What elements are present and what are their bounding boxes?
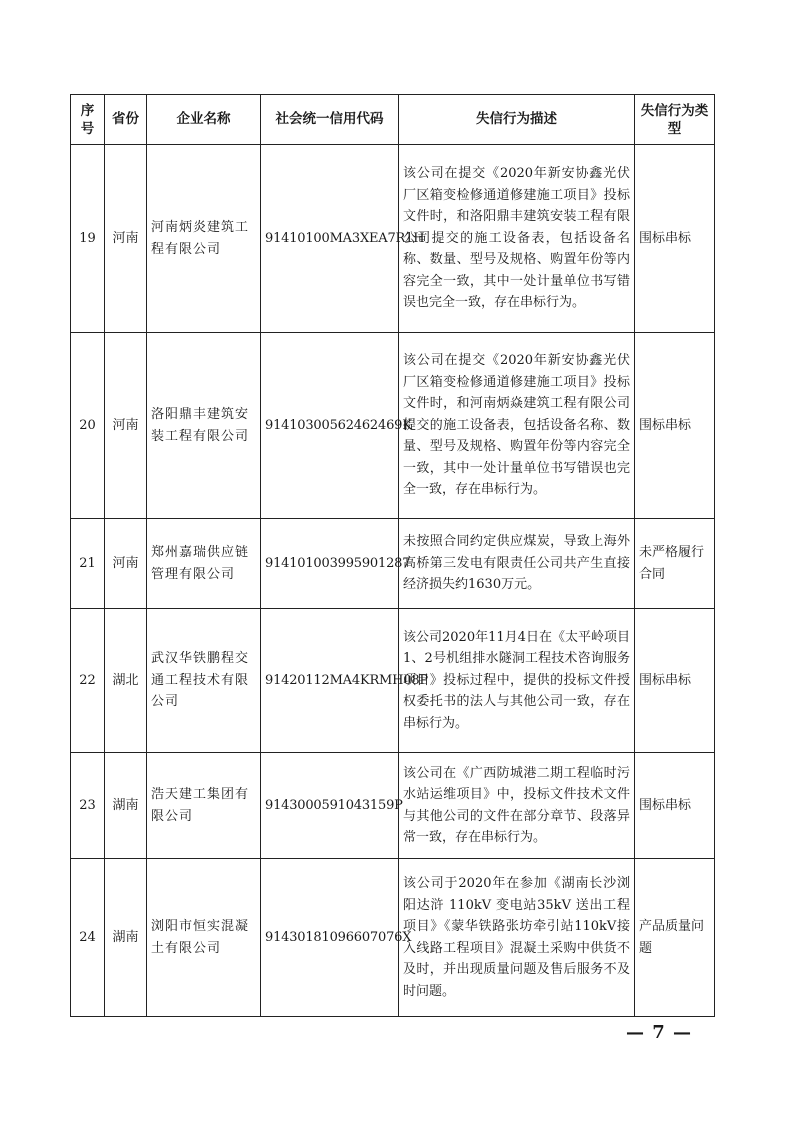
- table-row: [71, 519, 715, 609]
- row-credit-code: 914101003995901287: [261, 519, 399, 609]
- row-credit-code: 9143000591043159P: [261, 753, 399, 859]
- row-index: 19: [71, 145, 105, 333]
- header-province: 省份: [105, 95, 147, 145]
- row-company: 武汉华铁鹏程交通工程技术有限公司: [147, 609, 261, 753]
- row-type: 围标串标: [635, 333, 715, 519]
- header-index: 序号: [71, 95, 105, 145]
- row-province: 河南: [105, 145, 147, 333]
- row-credit-code: 91420112MA4KRMH08P: [261, 609, 399, 753]
- row-index: 23: [71, 753, 105, 859]
- row-province: 河南: [105, 333, 147, 519]
- row-company: 浩天建工集团有限公司: [147, 753, 261, 859]
- page-number: — 7 —: [626, 1022, 693, 1043]
- row-credit-code: 91410100MA3XEA7R1H: [261, 145, 399, 333]
- row-description: 未按照合同约定供应煤炭，导致上海外高桥第三发电有限责任公司共产生直接经济损失约1630万元。: [399, 519, 635, 609]
- row-company: 郑州嘉瑞供应链管理有限公司: [147, 519, 261, 609]
- row-type: 围标串标: [635, 609, 715, 753]
- row-type: 围标串标: [635, 753, 715, 859]
- row-index: 21: [71, 519, 105, 609]
- row-description: 该公司在提交《2020年新安协鑫光伏厂区箱变检修通道修建施工项目》投标文件时，和洛阳鼎丰建筑安装工程有限公司提交的施工设备表，包括设备名称、数量、型号及规格、购置年份等内容完全一致，其中一处计量单位书写错误也完全一致，存在串标行为。: [399, 145, 635, 333]
- header-company: 企业名称: [147, 95, 261, 145]
- row-description: 该公司于2020年在参加《湖南长沙浏阳达浒 110kV 变电站35kV 送出工程项目》《蒙华铁路张坊牵引站110kV接入线路工程项目》混凝土采购中供货不及时，并出现质量问题及售后服务不及时问题。: [399, 859, 635, 1017]
- header-credit-code: 社会统一信用代码: [261, 95, 399, 145]
- row-province: 湖南: [105, 753, 147, 859]
- row-description: 该公司2020年11月4日在《太平岭项目1、2号机组排水隧洞工程技术咨询服务项目》投标过程中，提供的投标文件授权委托书的法人与其他公司一致，存在串标行为。: [399, 609, 635, 753]
- table-row: [71, 333, 715, 519]
- header-type: 失信行为类型: [635, 95, 715, 145]
- row-province: 湖南: [105, 859, 147, 1017]
- header-description: 失信行为描述: [399, 95, 635, 145]
- row-company: 洛阳鼎丰建筑安装工程有限公司: [147, 333, 261, 519]
- row-description: 该公司在提交《2020年新安协鑫光伏厂区箱变检修通道修建施工项目》投标文件时，和河南炳焱建筑工程有限公司提交的施工设备表，包括设备名称、数量、型号及规格、购置年份等内容完全一致，其中一处计量单位书写错误也完全一致，存在串标行为。: [399, 333, 635, 519]
- row-type: 未严格履行合同: [635, 519, 715, 609]
- row-description: 该公司在《广西防城港二期工程临时污水站运维项目》中，投标文件技术文件与其他公司的文件在部分章节、段落异常一致，存在串标行为。: [399, 753, 635, 859]
- row-province: 河南: [105, 519, 147, 609]
- header-row: [71, 95, 715, 145]
- row-index: 24: [71, 859, 105, 1017]
- row-type: 产品质量问题: [635, 859, 715, 1017]
- table-row: [71, 609, 715, 753]
- table-row: [71, 859, 715, 1017]
- row-type: 围标串标: [635, 145, 715, 333]
- row-index: 22: [71, 609, 105, 753]
- row-company: 浏阳市恒实混凝土有限公司: [147, 859, 261, 1017]
- credit-table: [70, 94, 715, 1017]
- table-row: [71, 145, 715, 333]
- row-index: 20: [71, 333, 105, 519]
- row-credit-code: 91410300562462469K: [261, 333, 399, 519]
- row-credit-code: 91430181096607076X: [261, 859, 399, 1017]
- row-province: 湖北: [105, 609, 147, 753]
- table-row: [71, 753, 715, 859]
- row-company: 河南炳炎建筑工程有限公司: [147, 145, 261, 333]
